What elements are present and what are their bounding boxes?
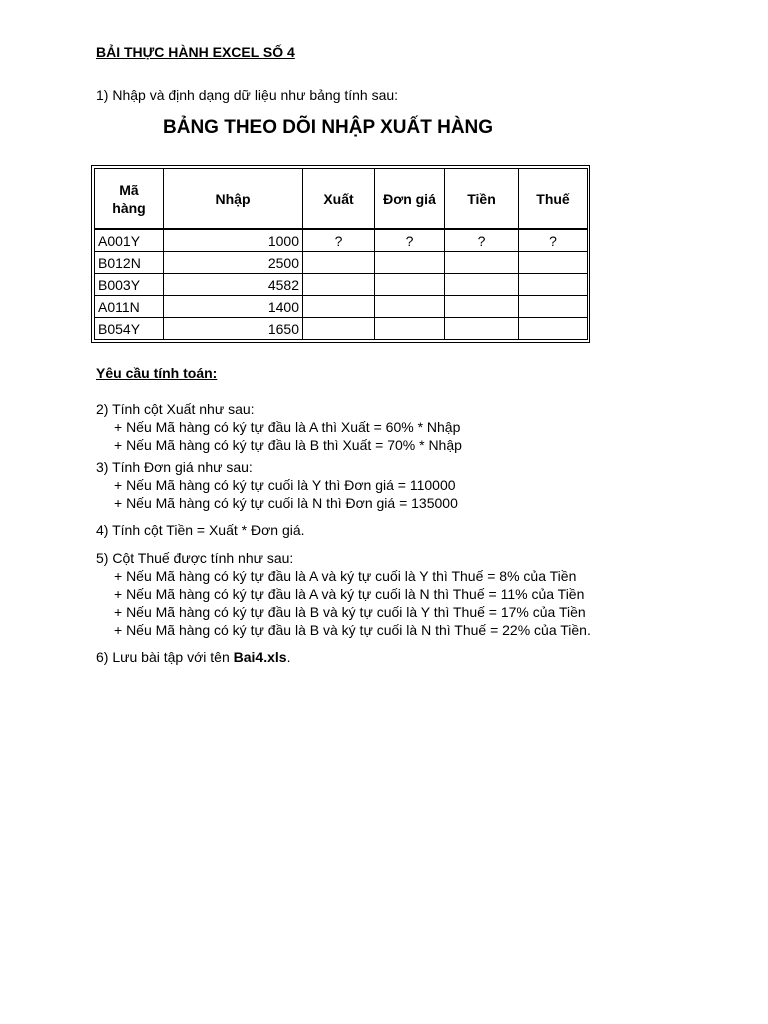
cell-xuat [303,318,375,340]
cell-don-gia: ? [375,229,445,252]
req6-suffix: . [286,649,291,665]
req3-line: + Nếu Mã hàng có ký tự cuối là N thì Đơn giá = 135000 [114,495,458,511]
intro-instruction: 1) Nhập và định dạng dữ liệu như bảng tính sau: [96,87,399,103]
requirements-heading: Yêu cầu tính toán: [96,365,218,381]
req5-line: + Nếu Mã hàng có ký tự đầu là B và ký tự cuối là Y thì Thuế = 17% của Tiền [114,604,586,620]
header-don-gia: Đơn giá [375,169,445,230]
cell-xuat [303,252,375,274]
header-thue: Thuế [519,169,588,230]
req2-title: 2) Tính cột Xuất như sau: [96,401,255,417]
document-title: BẢI THỰC HÀNH EXCEL SỐ 4 [96,44,295,60]
cell-code: A011N [95,296,164,318]
cell-thue [519,252,588,274]
req3-line: + Nếu Mã hàng có ký tự cuối là Y thì Đơn giá = 110000 [114,477,456,493]
req6-text [96,649,290,665]
cell-tien [445,296,519,318]
cell-tien [445,274,519,296]
cell-xuat [303,274,375,296]
header-xuat: Xuất [303,169,375,230]
req5-line: + Nếu Mã hàng có ký tự đầu là A và ký tự cuối là N thì Thuế = 11% của Tiền [114,586,585,602]
cell-thue [519,318,588,340]
data-table [91,165,590,343]
req4-text: 4) Tính cột Tiền = Xuất * Đơn giá. [96,522,305,538]
req2-line: + Nếu Mã hàng có ký tự đầu là B thì Xuất = 70% * Nhập [114,437,462,453]
req2-line: + Nếu Mã hàng có ký tự đầu là A thì Xuất = 60% * Nhập [114,419,461,435]
header-nhap: Nhập [164,169,303,230]
cell-code: B012N [95,252,164,274]
table-row [95,296,588,318]
cell-nhap: 1400 [164,296,303,318]
cell-thue [519,274,588,296]
table-row [95,252,588,274]
cell-nhap: 1650 [164,318,303,340]
cell-tien: ? [445,229,519,252]
cell-don-gia [375,274,445,296]
cell-nhap: 4582 [164,274,303,296]
table-header-row [95,169,588,230]
cell-don-gia [375,296,445,318]
cell-tien [445,252,519,274]
req6-prefix: 6) Lưu bài tập với tên [96,649,234,665]
cell-don-gia [375,318,445,340]
req6-filename: Bai4.xls [233,649,287,665]
cell-nhap: 2500 [164,252,303,274]
cell-don-gia [375,252,445,274]
req5-line: + Nếu Mã hàng có ký tự đầu là B và ký tự cuối là N thì Thuế = 22% của Tiền. [114,622,591,638]
req5-line: + Nếu Mã hàng có ký tự đầu là A và ký tự cuối là Y thì Thuế = 8% của Tiền [114,568,577,584]
cell-code: B054Y [95,318,164,340]
req5-title: 5) Cột Thuế được tính như sau: [96,550,294,566]
cell-code: B003Y [95,274,164,296]
cell-thue [519,296,588,318]
cell-xuat [303,296,375,318]
header-ma-hang: Mã hàng [95,169,164,230]
cell-tien [445,318,519,340]
req3-title: 3) Tính Đơn giá như sau: [96,459,253,475]
table-title: BẢNG THEO DÕI NHẬP XUẤT HÀNG [163,117,494,138]
cell-nhap: 1000 [164,229,303,252]
cell-xuat: ? [303,229,375,252]
header-tien: Tiền [445,169,519,230]
table-row [95,229,588,252]
table-row [95,274,588,296]
cell-thue: ? [519,229,588,252]
table-row [95,318,588,340]
cell-code: A001Y [95,229,164,252]
